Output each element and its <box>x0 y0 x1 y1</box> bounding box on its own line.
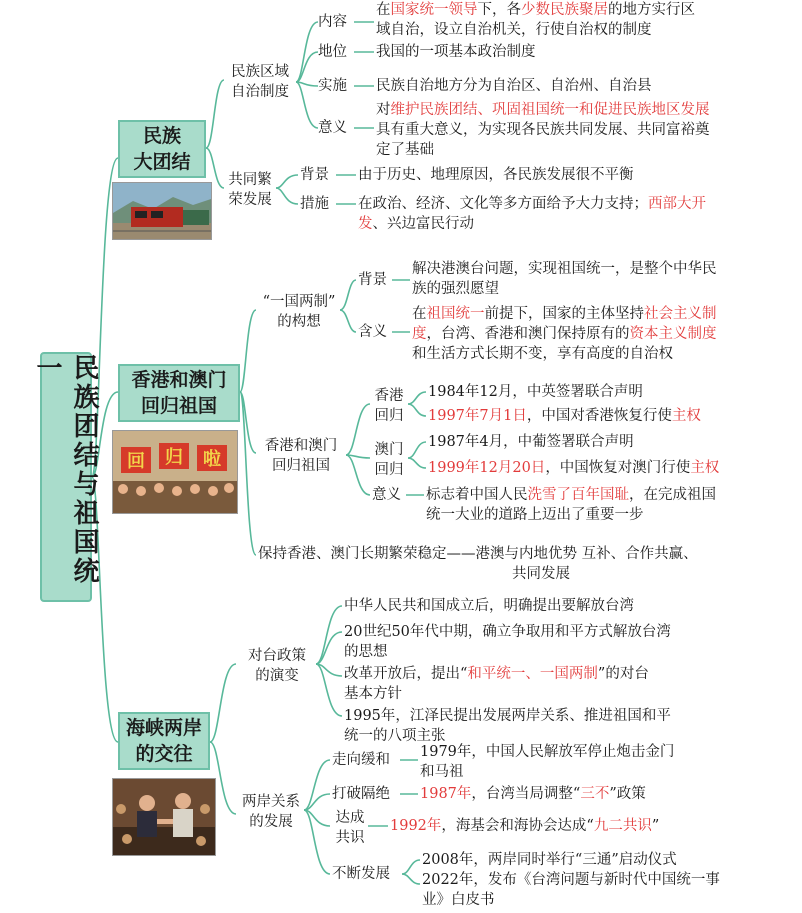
label-continued-development: 不断发展 <box>332 866 390 882</box>
text-policy-4: 1995年，江泽民提出发展两岸关系、推进祖国和平 统一的八项主张 <box>344 708 671 744</box>
text-keep-prosperity: 保持香港、澳门长期繁荣稳定——港澳与内地优势 互补、合作共赢、 共同发展 <box>258 546 698 582</box>
text-consensus: 1992年，海基会和海协会达成“九二共识” <box>390 818 660 834</box>
text-policy-3: 改革开放后，提出“和平统一、一国两制”的对台 基本方针 <box>344 666 649 702</box>
text-background-2: 解决港澳台问题，实现祖国统一，是整个中华民 族的强烈愿望 <box>412 261 717 297</box>
sub-regional-autonomy-l1: 民族区域 <box>231 64 289 80</box>
text-status: 我国的一项基本政治制度 <box>376 44 536 60</box>
node-cross-strait <box>118 712 210 770</box>
label-easing: 走向缓和 <box>332 752 390 768</box>
text-background-1: 由于历史、地理原因，各民族发展很不平衡 <box>358 167 634 183</box>
text-meaning: 在祖国统一前提下，国家的主体坚持社会主义制 度，台湾、香港和澳门保持原有的资本主义制度 和生活方式长期不变，享有高度的自治权 <box>412 306 717 362</box>
sub-hk-macau-l1: 香港和澳门 <box>264 438 338 454</box>
text-policy-1: 中华人民共和国成立后，明确提出要解放台湾 <box>344 598 634 614</box>
label-meaning: 含义 <box>358 324 387 340</box>
sub-hk-macau <box>256 436 346 476</box>
label-consensus: 达成 共识 <box>335 810 365 846</box>
label-implementation: 实施 <box>318 78 347 94</box>
label-hk-return: 香港 回归 <box>374 388 404 424</box>
text-continued-development: 2008年，两岸同时举行“三通”启动仪式 2022年，发布《台湾问题与新时代中国统一事 业》白皮书 <box>422 852 720 908</box>
sub-common-prosperity <box>224 170 276 210</box>
text-significance-2: 标志着中国人民洗雪了百年国耻，在完成祖国 统一大业的道路上迈出了重要一步 <box>426 487 716 523</box>
node-national-unity-l1: 民族 <box>142 125 181 147</box>
return-celebration-photo <box>112 430 238 514</box>
sub-hk-macau-l2: 回归祖国 <box>272 458 330 474</box>
sub-common-prosperity-l1: 共同繁 <box>228 172 272 188</box>
node-hk-macau-return <box>118 364 240 422</box>
label-content: 内容 <box>318 14 347 30</box>
node-cross-strait-l2: 的交往 <box>135 743 193 765</box>
handshake-photo <box>112 778 216 856</box>
text-macau-event-1: 1987年4月，中葡签署联合声明 <box>428 434 634 450</box>
label-measures: 措施 <box>300 196 329 212</box>
node-cross-strait-l1: 海峡两岸 <box>125 717 202 739</box>
root-title: 民族团结与祖国统一 <box>32 354 99 586</box>
sub-relations-l1: 两岸关系 <box>242 794 300 810</box>
text-hk-event-2: 1997年7月1日，中国对香港恢复行使主权 <box>428 408 701 424</box>
sub-common-prosperity-l2: 荣发展 <box>228 192 272 208</box>
sub-taiwan-policy-l2: 的演变 <box>255 668 299 684</box>
label-break-isolation: 打破隔绝 <box>332 786 390 802</box>
label-macau-return: 澳门 回归 <box>374 442 404 478</box>
text-macau-event-2: 1999年12月20日，中国恢复对澳门行使主权 <box>428 460 720 476</box>
label-significance: 意义 <box>318 120 347 136</box>
text-hk-event-1: 1984年12月，中英签署联合声明 <box>428 384 643 400</box>
text-content: 在国家统一领导下，各少数民族聚居的地方实行区 域自治，设立自治机关，行使自治权的制度 <box>376 2 695 38</box>
node-national-unity <box>118 120 206 178</box>
banner-char-3: 啦 <box>203 449 221 470</box>
label-status: 地位 <box>318 44 347 60</box>
sub-ocs-l1: “一国两制” <box>262 294 336 310</box>
sub-ocs-l2: 的构想 <box>277 314 321 330</box>
text-break-isolation: 1987年，台湾当局调整“三不”政策 <box>420 786 646 802</box>
text-implementation: 民族自治地方分为自治区、自治州、自治县 <box>376 78 652 94</box>
label-background-2: 背景 <box>358 272 387 288</box>
banner-char-2: 归 <box>165 447 183 468</box>
sub-relations-l2: 的发展 <box>249 814 293 830</box>
text-easing: 1979年，中国人民解放军停止炮击金门 和马祖 <box>420 744 675 780</box>
banner-char-1: 回 <box>127 451 145 472</box>
text-policy-2: 20世纪50年代中期，确立争取用和平方式解放台湾 的思想 <box>344 624 671 660</box>
sub-regional-autonomy <box>224 62 296 102</box>
node-hk-macau-return-l1: 香港和澳门 <box>131 369 227 391</box>
sub-cross-strait-relations <box>238 792 304 832</box>
sub-taiwan-policy-l1: 对台政策 <box>248 648 306 664</box>
label-background-1: 背景 <box>300 167 329 183</box>
node-national-unity-l2: 大团结 <box>133 151 191 173</box>
sub-regional-autonomy-l2: 自治制度 <box>231 84 289 100</box>
root-node <box>32 352 99 602</box>
label-significance-2: 意义 <box>372 487 401 503</box>
text-significance: 对维护民族团结、巩固祖国统一和促进民族地区发展 具有重大意义，为实现各民族共同发展、共同富裕奠 定了基础 <box>376 102 710 158</box>
text-measures: 在政治、经济、文化等多方面给予大力支持；西部大开 发、兴边富民行动 <box>358 196 706 232</box>
train-photo <box>112 182 212 240</box>
sub-taiwan-policy <box>238 646 316 686</box>
node-hk-macau-return-l2: 回归祖国 <box>140 395 217 417</box>
sub-one-country-two-systems <box>256 292 342 332</box>
